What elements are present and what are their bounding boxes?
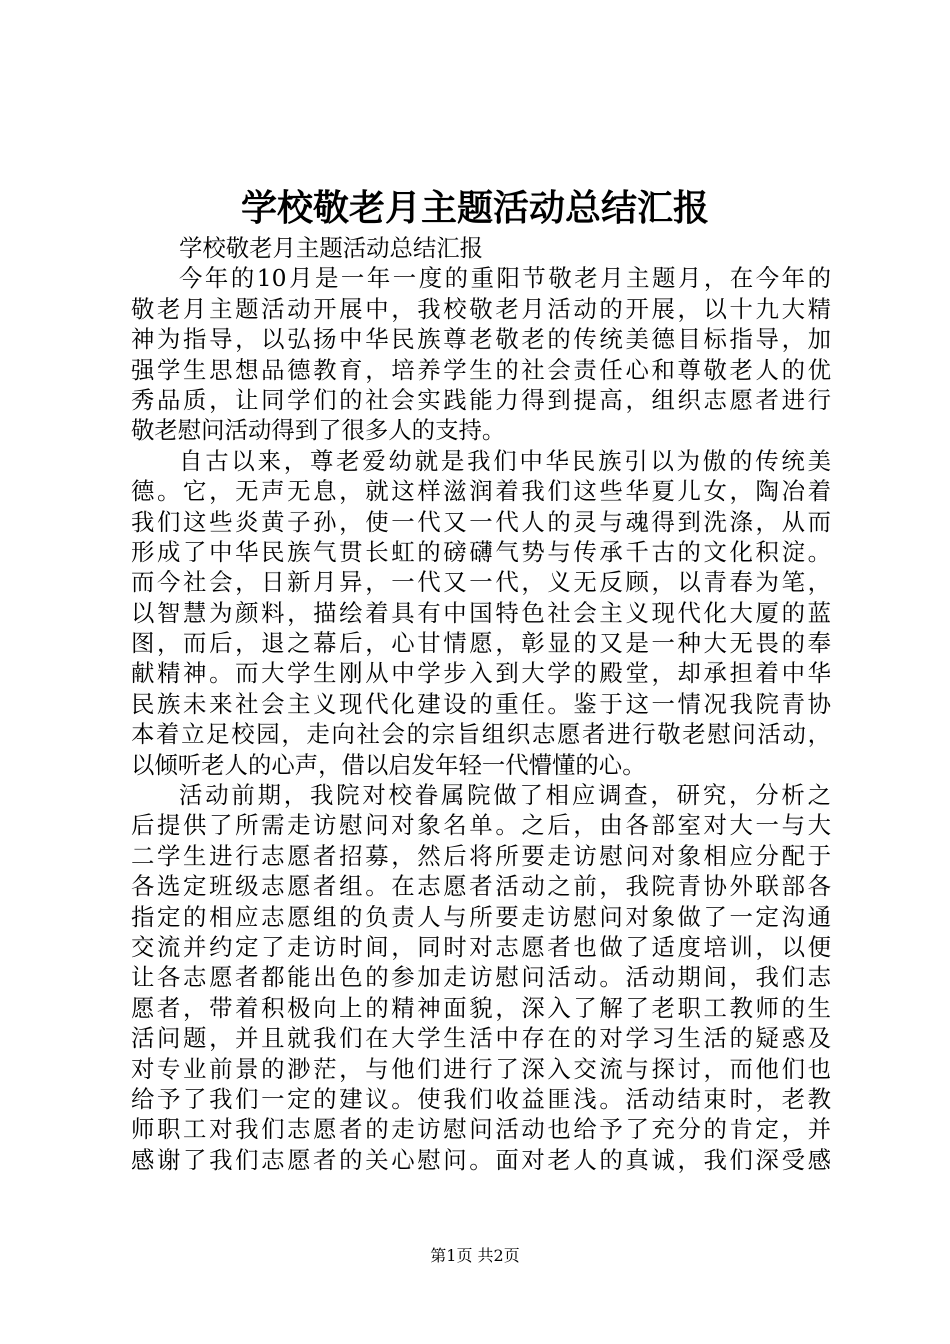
document-body: [131, 233, 831, 1175]
text-line: 形成了中华民族气贯长虹的磅礴气势与传承千古的文化积淀。: [131, 537, 831, 566]
text-line: 本着立足校园，走向社会的宗旨组织志愿者进行敬老慰问活动，: [131, 720, 831, 749]
text-line: 交流并约定了走访时间，同时对志愿者也做了适度培训，以便: [131, 932, 831, 961]
text-line: 秀品质，让同学们的社会实践能力得到提高，组织志愿者进行: [131, 385, 831, 414]
text-line: 师职工对我们志愿者的走访慰问活动也给予了充分的肯定，并: [131, 1115, 831, 1144]
text-line: 以倾听老人的心声，借以启发年轻一代懵懂的心。: [131, 750, 646, 779]
text-line: 强学生思想品德教育，培养学生的社会责任心和尊敬老人的优: [131, 355, 831, 384]
text-line: 献精神。而大学生刚从中学步入到大学的殿堂，却承担着中华: [131, 659, 831, 688]
text-line: 我们这些炎黄子孙，使一代又一代人的灵与魂得到洗涤，从而: [131, 507, 831, 536]
text-line: 自古以来，尊老爱幼就是我们中华民族引以为傲的传统美: [179, 446, 831, 475]
text-line: 让各志愿者都能出色的参加走访慰问活动。活动期间，我们志: [131, 963, 831, 992]
text-line: 图，而后，退之幕后，心甘情愿，彰显的又是一种大无畏的奉: [131, 629, 831, 658]
text-line: 感谢了我们志愿者的关心慰问。面对老人的真诚，我们深受感: [131, 1145, 831, 1174]
text-line: 神为指导，以弘扬中华民族尊老敬老的传统美德目标指导，加: [131, 325, 831, 354]
text-line: 民族未来社会主义现代化建设的重任。鉴于这一情况我院青协: [131, 689, 831, 718]
text-line: 二学生进行志愿者招募，然后将所要走访慰问对象相应分配于: [131, 841, 831, 870]
text-line: 敬老慰问活动得到了很多人的支持。: [131, 416, 506, 445]
text-line: 后提供了所需走访慰问对象名单。之后，由各部室对大一与大: [131, 811, 831, 840]
text-line: 以智慧为颜料，描绘着具有中国特色社会主义现代化大厦的蓝: [131, 598, 831, 627]
document-title: 学校敬老月主题活动总结汇报: [240, 187, 709, 229]
text-line: 今年的10月是一年一度的重阳节敬老月主题月，在今年的: [179, 264, 831, 293]
text-line: 各选定班级志愿者组。在志愿者活动之前，我院青协外联部各: [131, 872, 831, 901]
text-line: 德。它，无声无息，就这样滋润着我们这些华夏儿女，陶冶着: [131, 477, 831, 506]
text-line: 学校敬老月主题活动总结汇报: [179, 234, 484, 262]
text-line: 给予了我们一定的建议。使我们收益匪浅。活动结束时，老教: [131, 1084, 831, 1113]
text-line: 愿者，带着积极向上的精神面貌，深入了解了老职工教师的生: [131, 993, 831, 1022]
text-line: 活问题，并且就我们在大学生活中存在的对学习生活的疑惑及: [131, 1024, 831, 1053]
text-line: 指定的相应志愿组的负责人与所要走访慰问对象做了一定沟通: [131, 902, 831, 931]
text-line: 而今社会，日新月异，一代又一代，义无反顾，以青春为笔，: [131, 568, 831, 597]
page-footer: 第1页 共2页: [430, 1246, 520, 1265]
text-line: 敬老月主题活动开展中，我校敬老月活动的开展，以十九大精: [131, 294, 831, 323]
text-line: 活动前期，我院对校眷属院做了相应调查，研究，分析之: [179, 781, 831, 810]
text-line: 对专业前景的渺茫，与他们进行了深入交流与探讨，而他们也: [131, 1054, 831, 1083]
